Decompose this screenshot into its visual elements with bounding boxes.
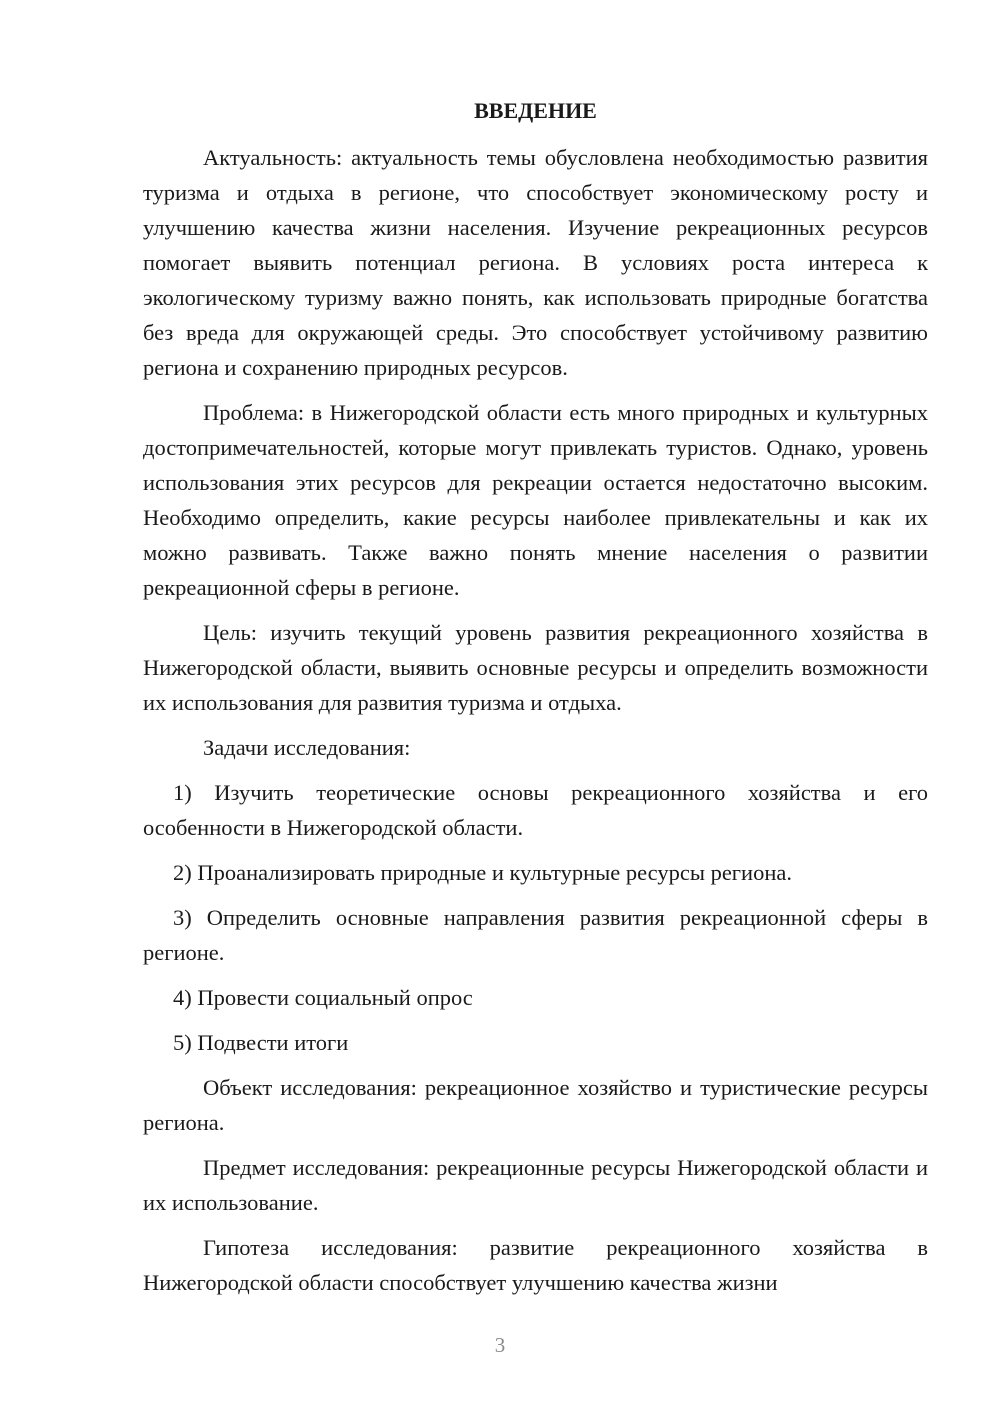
paragraph-object: Объект исследования: рекреационное хозяйство и туристические ресурсы региона. [143,1075,928,1135]
tasks-heading: Задачи исследования: [203,735,411,760]
paragraph-relevance: Актуальность: актуальность темы обусловлена необходимостью развития туризма и отдыха в регионе, что способствует экономическому росту и улучшению качества жизни населения. Изучение рекреационных ресурсов помогает выявить потенциал региона. В условиях роста интереса к экологическому туризму важно понять, как использовать природные богатства без вреда для окружающей среды. Это способствует устойчивому развитию региона и сохранению природных ресурсов. [143,145,928,380]
list-item: 1) Изучить теоретические основы рекреационного хозяйства и его особенности в Нижегородской области. [143,780,928,840]
tasks-list [143,775,928,1060]
page-number: 3 [494,1333,506,1357]
list-item: 5) Подвести итоги [173,1030,349,1055]
paragraph-subject: Предмет исследования: рекреационные ресурсы Нижегородской области и их использование. [143,1155,928,1215]
list-item: 4) Провести социальный опрос [173,985,473,1010]
page-title: ВВЕДЕНИЕ [474,98,597,123]
list-item: 3) Определить основные направления развития рекреационной сферы в регионе. [143,905,928,965]
list-item: 2) Проанализировать природные и культурные ресурсы региона. [173,860,792,885]
paragraph-hypothesis: Гипотеза исследования: развитие рекреационного хозяйства в Нижегородской области способствует улучшению качества жизни [143,1235,928,1295]
paragraph-goal: Цель: изучить текущий уровень развития рекреационного хозяйства в Нижегородской области, выявить основные ресурсы и определить возможности их использования для развития туризма и отдыха. [143,620,928,715]
document-page [143,93,928,1310]
paragraph-problem: Проблема: в Нижегородской области есть много природных и культурных достопримечательностей, которые могут привлекать туристов. Однако, уровень использования этих ресурсов для рекреации остается недостаточно высоким. Необходимо определить, какие ресурсы наиболее привлекательны и как их можно развивать. Также важно понять мнение населения о развитии рекреационной сферы в регионе. [143,400,928,600]
